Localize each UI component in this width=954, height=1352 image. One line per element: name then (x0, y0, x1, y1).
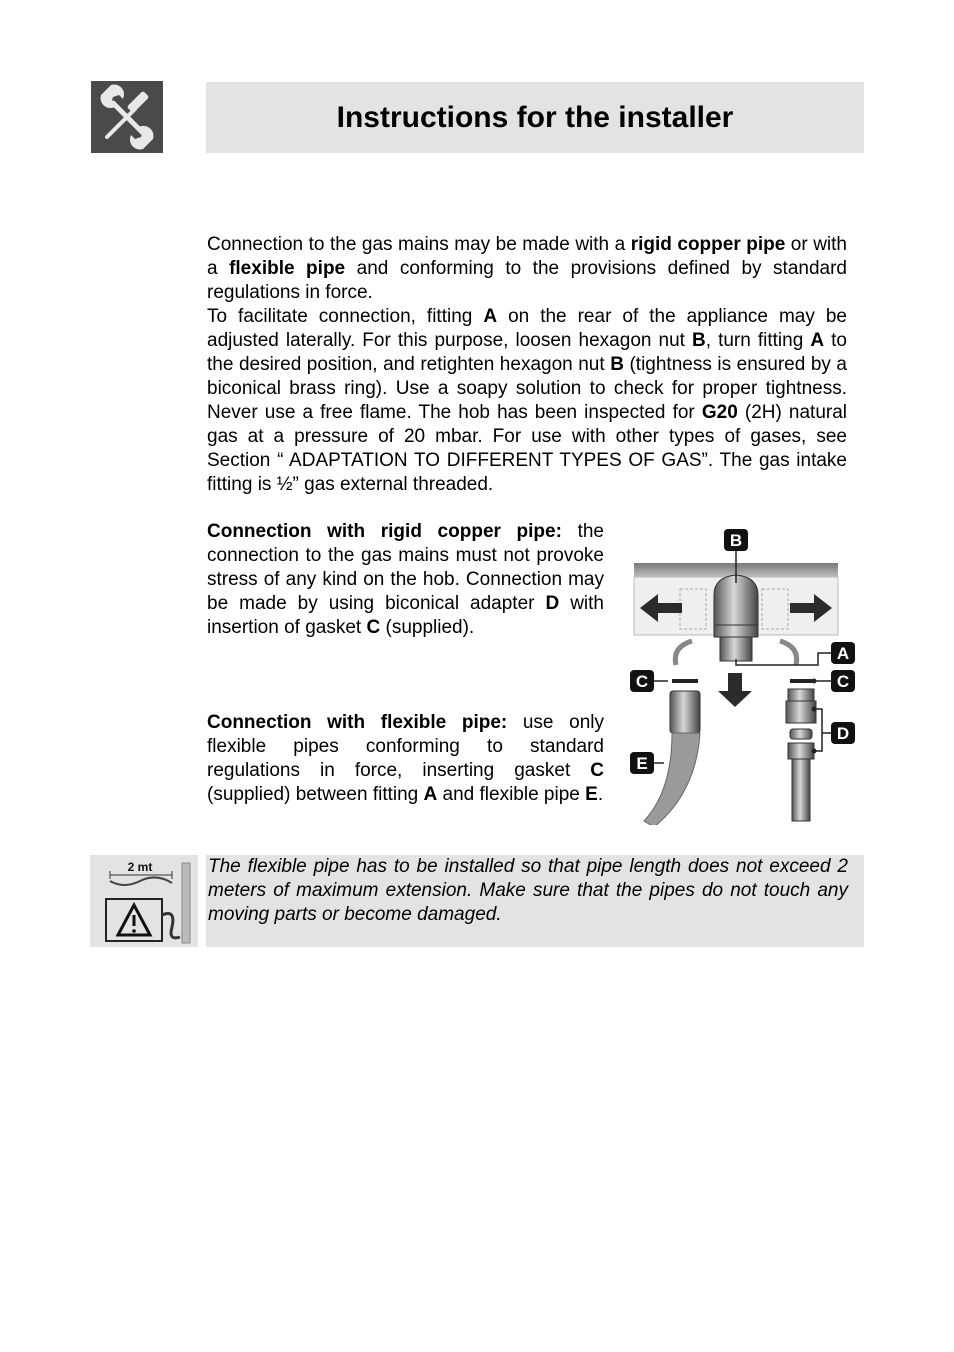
text: (tightness is ensured by a biconical brass ring). Use a soapy solution to check for proper tightness. Never use a free flame. The hob has been inspected for (207, 354, 847, 423)
bold-text: B (692, 330, 706, 351)
intro-paragraph-1 (207, 233, 847, 305)
text: and conforming to the provisions defined by standard regulations in force. (207, 258, 847, 303)
warning-text: The flexible pipe has to be installed so that pipe length does not exceed 2 meters of maximum extension. Make sure that the pipes do not touch any moving parts or become damaged. (208, 856, 848, 925)
label-e (630, 752, 654, 774)
flexible-pipe-paragraph (207, 711, 604, 807)
text: use only flexible pipes conforming to standard regulations in force, inserting gasket (207, 712, 604, 781)
text: or with a (207, 234, 847, 279)
label-a (831, 642, 855, 664)
text: to the desired position, and retighten hexagon nut (207, 330, 848, 375)
intro-paragraph-2 (207, 305, 847, 497)
label-c-left (630, 670, 654, 692)
section-heading: Connection with rigid copper pipe: (207, 521, 562, 542)
label-c-right (831, 670, 855, 692)
text: (supplied). (380, 617, 475, 638)
svg-text:C: C (836, 672, 850, 691)
svg-text:2 mt: 2 mt (127, 860, 153, 874)
gas-connection-diagram (628, 525, 868, 825)
svg-text:B: B (729, 531, 743, 550)
text: and flexible pipe (437, 784, 586, 805)
text: , turn fitting (705, 330, 811, 351)
intro-text (207, 233, 847, 497)
text: with insertion of gasket (207, 593, 604, 638)
tools-icon (91, 81, 163, 153)
bold-text: D (545, 593, 560, 614)
title-bar (206, 82, 864, 153)
warning-icon (90, 855, 198, 947)
page-title: Instructions for the installer (336, 100, 734, 134)
svg-text:A: A (836, 644, 850, 663)
bold-text: G20 (701, 402, 738, 423)
text: . (597, 784, 604, 805)
svg-text:C: C (635, 672, 649, 691)
bold-text: rigid copper pipe (630, 234, 786, 255)
section-heading: Connection with flexible pipe: (207, 712, 508, 733)
flexible-pipe-section (207, 711, 604, 807)
rigid-pipe-paragraph (207, 520, 604, 640)
rigid-pipe-section (207, 520, 604, 640)
text: To facilitate connection, fitting (207, 306, 484, 327)
label-b (724, 529, 748, 551)
text: Connection to the gas mains may be made with a (207, 234, 631, 255)
svg-text:E: E (636, 754, 648, 773)
text: (supplied) between fitting (207, 784, 424, 805)
label-d (831, 722, 855, 744)
text: on the rear of the appliance may be adjusted laterally. For this purpose, loosen hexagon nut (207, 306, 847, 351)
warning-note (206, 855, 864, 947)
text: (2H) natural gas at a pressure of 20 mbar. For use with other types of gases, see Section “ ADAPTATION TO DIFFERENT TYPES OF GAS”. The gas intake fitting is ½” gas external threaded. (207, 402, 847, 495)
bold-text: E (585, 784, 598, 805)
bold-text: B (610, 354, 624, 375)
bold-text: C (590, 760, 604, 781)
bold-text: C (366, 617, 381, 638)
bold-text: A (810, 330, 825, 351)
svg-text:D: D (836, 724, 850, 743)
bold-text: A (483, 306, 498, 327)
bold-text: flexible pipe (229, 258, 346, 279)
text: the connection to the gas mains must not provoke stress of any kind on the hob. Connection may be made by using biconical adapter (207, 521, 604, 614)
bold-text: A (423, 784, 438, 805)
